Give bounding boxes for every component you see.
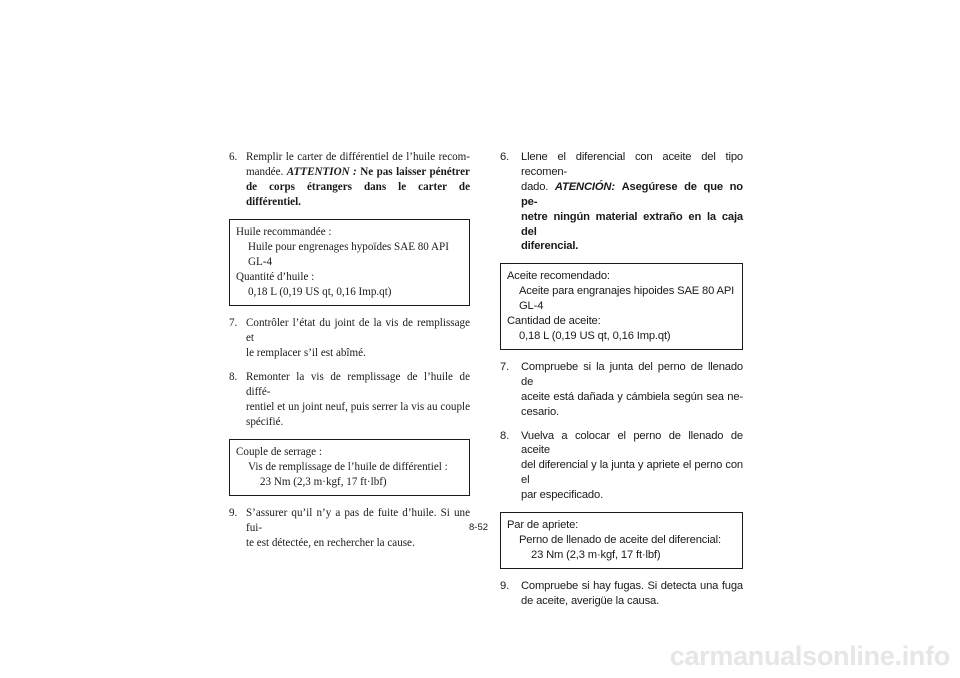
step-text-line: aceite está dañada y cámbiela según sea ne- [521,390,743,403]
step-text: mandée. [246,166,284,178]
watermark-logo: carmanualsonline.info [669,641,950,671]
step-text-line: Compruebe si hay fugas. Si detecta una fuga [521,579,743,592]
step-text-line: le remplacer s’il est abîmé. [246,347,366,359]
step-number: 7. [229,317,238,329]
step-number: 6. [500,151,510,163]
step-number: 9. [500,579,510,592]
step-text-line [246,165,470,180]
spanish-column [500,150,743,618]
spec-label: Aceite recomendado: [507,270,610,283]
caution-label: ATENCIÓN: [554,180,615,193]
caution-text: diferencial. [521,240,579,253]
step-text-line: del diferencial y la junta y apriete el perno con el [521,459,743,487]
spec-value: 0,18 L (0,19 US qt, 0,16 Imp.qt) [248,286,392,298]
step-text-line: Contrôler l’état du joint de la vis de remplissage et [246,317,470,344]
spec-value: 23 Nm (2,3 m·kgf, 17 ft·lbf) [260,476,387,488]
step-number: 8. [500,429,510,442]
caution-text: de corps étrangers dans le carter de différentiel. [246,181,470,208]
french-column [229,150,470,560]
step-text-line: S’assurer qu’il n’y a pas de fuite d’huile. Si une fui- [246,507,470,534]
es-tightening-torque-box [500,512,743,569]
fr-tightening-torque-box [229,439,470,496]
es-step-6 [500,150,743,254]
step-text: dado. [521,180,549,193]
step-text-line: cesario. [521,405,559,418]
spec-label: Couple de serrage : [236,446,322,458]
step-text-line: te est détectée, en rechercher la cause. [246,537,415,549]
fr-step-8 [229,370,470,430]
step-text-line: Llene el diferencial con aceite del tipo recomen- [521,151,743,178]
step-number: 7. [500,360,510,373]
fr-recommended-oil-box [229,219,470,306]
spec-value: Aceite para engranajes hipoides SAE 80 API [519,285,735,298]
fr-step-7 [229,316,470,361]
step-text-line: par especificado. [521,489,604,502]
step-text-line [521,180,743,210]
step-text-line: Compruebe si la junta del perno de llenado de [521,360,743,388]
spec-value: Perno de llenado de aceite del diferencial: [519,533,721,546]
caution-text: netre ningún material extraño en la caja del [521,210,743,238]
step-text-line: Remplir le carter de différentiel de l’huile recom- [246,151,470,163]
es-step-9 [500,579,743,609]
spec-value: GL-4 [519,300,544,313]
caution-label: ATTENTION : [286,166,357,178]
spec-value: 23 Nm (2,3 m·kgf, 17 ft·lbf) [531,548,661,561]
spec-label: Quantité d’huile : [236,271,315,283]
step-number: 8. [229,371,238,383]
caution-text: Asegúrese de que no pe- [521,180,743,208]
spec-value: GL-4 [248,256,273,268]
es-step-8 [500,429,743,504]
step-number: 6. [229,151,238,163]
fr-step-6 [229,150,470,210]
page-number: 8-52 [469,522,489,533]
step-text-line: de aceite, averigüe la causa. [521,594,660,607]
step-text-line: rentiel et un joint neuf, puis serrer la vis au couple [246,401,470,413]
fr-step-9 [229,506,470,551]
spec-label: Par de apriete: [507,519,579,532]
step-text-line: Vuelva a colocar el perno de llenado de aceite [521,429,743,457]
step-text-line: Remonter la vis de remplissage de l’huile de diffé- [246,371,470,398]
es-recommended-oil-box [500,263,743,350]
spec-value: Huile pour engrenages hypoïdes SAE 80 API [248,241,449,253]
spec-label: Cantidad de aceite: [507,315,601,328]
spec-value: 0,18 L (0,19 US qt, 0,16 Imp.qt) [519,329,671,342]
es-step-7 [500,360,743,420]
step-text-line: spécifié. [246,416,284,428]
spec-value: Vis de remplissage de l’huile de différentiel : [248,461,448,473]
spec-label: Huile recommandée : [236,226,332,238]
step-number: 9. [229,507,238,519]
caution-text: Ne pas laisser pénétrer [360,166,470,178]
